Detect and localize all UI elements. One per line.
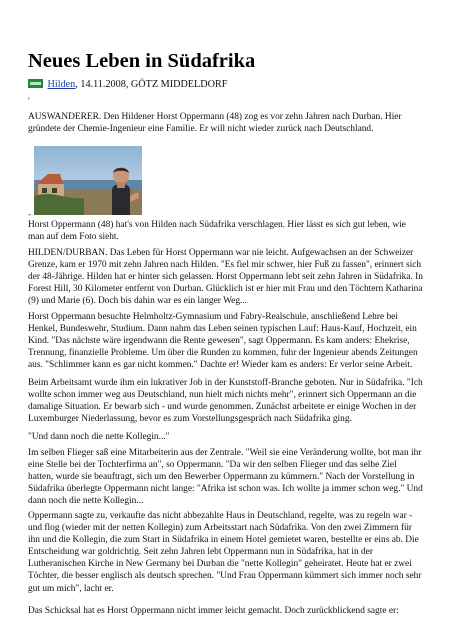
- article-title: Neues Leben in Südafrika: [28, 50, 256, 72]
- article-paragraph: Oppermann sagte zu, verkaufte das nicht abbezahlte Haus in Deutschland, regelte, was zu regeln war - und flog (wieder mit der netten Kollegin) zum Arbeitsstart nach Südafrika. Von den zwei Zimmern für ihn und die Kollegin, die zum Start in Südafrika in einem Hotel gemietet waren, bestellte er eins ab. Die Entscheidung war goldrichtig. Seit zehn Jahren lebt Oppermann nun in Südafrika, hat in der Lutheranischen Kirche in New Germany bei Durban die "nette Kollegin" geheiratet. Heute hat er zwei Töchter, die besser englisch als deutsch sprechen. "Und Frau Oppermann kümmert sich immer noch sehr gut um mich", lacht er.: [28, 511, 422, 594]
- stray-mark: ': [28, 96, 30, 106]
- news-badge-icon: [28, 79, 43, 88]
- article-lead: AUSWANDERER. Den Hildener Horst Oppermann (48) zog es vor zehn Jahren nach Durban. Hier gründete der Chemie-Ingenieur eine Familie. Er will nicht wieder zurück nach Deutschland.: [28, 112, 402, 135]
- source-link-hilden[interactable]: Hilden: [47, 79, 76, 90]
- article-byline: [28, 79, 227, 90]
- article-paragraph: Im selben Flieger saß eine Mitarbeiterin aus der Zentrale. "Weil sie eine Veränderung wollte, bot man ihr eine Stelle bei der Tochterfirma an", so Oppermann. "Da wir den selben Flieger und das selbe Ziel hatten, wurde sie beauftragt, sich um den Bewerber Oppermann zu kümmern." Nach der Vorstellung in Südafrika überlegte Oppermann nicht lange: "Afrika ist schon was. Ich wollte ja immer schon weg." Und dann noch die nette Kollegin...: [28, 448, 423, 507]
- photo-caption: Horst Oppermann (48) hat's von Hilden nach Südafrika verschlagen. Hier lässt es sich gut leben, wie man auf dem Foto sieht.: [28, 220, 406, 243]
- article-paragraph: Beim Arbeitsamt wurde ihm ein lukrativer Job in der Kunststoff-Branche geboten. Nur in Südafrika. "Ich wollte schon immer weg aus Deutschland, nun hielt mich nichts mehr", erinnert sich Oppermann an die damalige Situation. Er bewarb sich - und wurde genommen. Zunächst arbeitete er einige Wochen in der Luxemburger Niederlassung, bevor es zum Vorstellungsgespräch nach Südafrika ging.: [28, 378, 423, 425]
- article-paragraph: Horst Oppermann besuchte Helmholtz-Gymnasium und Fabry-Realschule, anschließend Lehre bei Henkel, Bundeswehr, Studium. Dann nahm das Leben seinen typischen Lauf: Haus-Kauf, Hochzeit, ein Kind. "Das nächste wäre irgendwann die Rente gewesen", sagt Oppermann. Es kam anders: Ehekrise, Trennung, finanzielle Probleme. Um über die Runden zu kommen, fuhr der Ingenieur abends Zeitungen aus. "Schlimmer kann es gar nicht kommen." Dachte er! Wieder kam es anders: Er verlor seine Arbeit.: [28, 312, 418, 371]
- article-paragraph: HILDEN/DURBAN. Das Leben für Horst Oppermann war nie leicht. Aufgewachsen an der Schweizer Grenze, kam er 1970 mit zehn Jahren nach Hilden. "Es fiel mir schwer, hier Fuß zu fassen", erinnert sich der 48-Jährige. Hilden hat er hinter sich gelassen. Horst Oppermann lebt seit zehn Jahren in Südafrika. In Forest Hill, 30 Kilometer entfernt von Durban. Glücklich ist er hier mit Frau und den Töchtern Katharina (9) und Marie (6). Doch bis dahin war es ein langer Weg...: [28, 248, 423, 307]
- article-paragraph: Das Schicksal hat es Horst Oppermann nicht immer leicht gemacht. Doch zurückblickend sagte er:: [28, 606, 399, 616]
- article-subheading: "Und dann noch die nette Kollegin...": [28, 432, 170, 442]
- caption-mark: -: [28, 209, 31, 219]
- article-photo: [34, 146, 142, 215]
- byline-date-author: , 14.11.2008, GÖTZ MIDDELDORF: [75, 79, 228, 90]
